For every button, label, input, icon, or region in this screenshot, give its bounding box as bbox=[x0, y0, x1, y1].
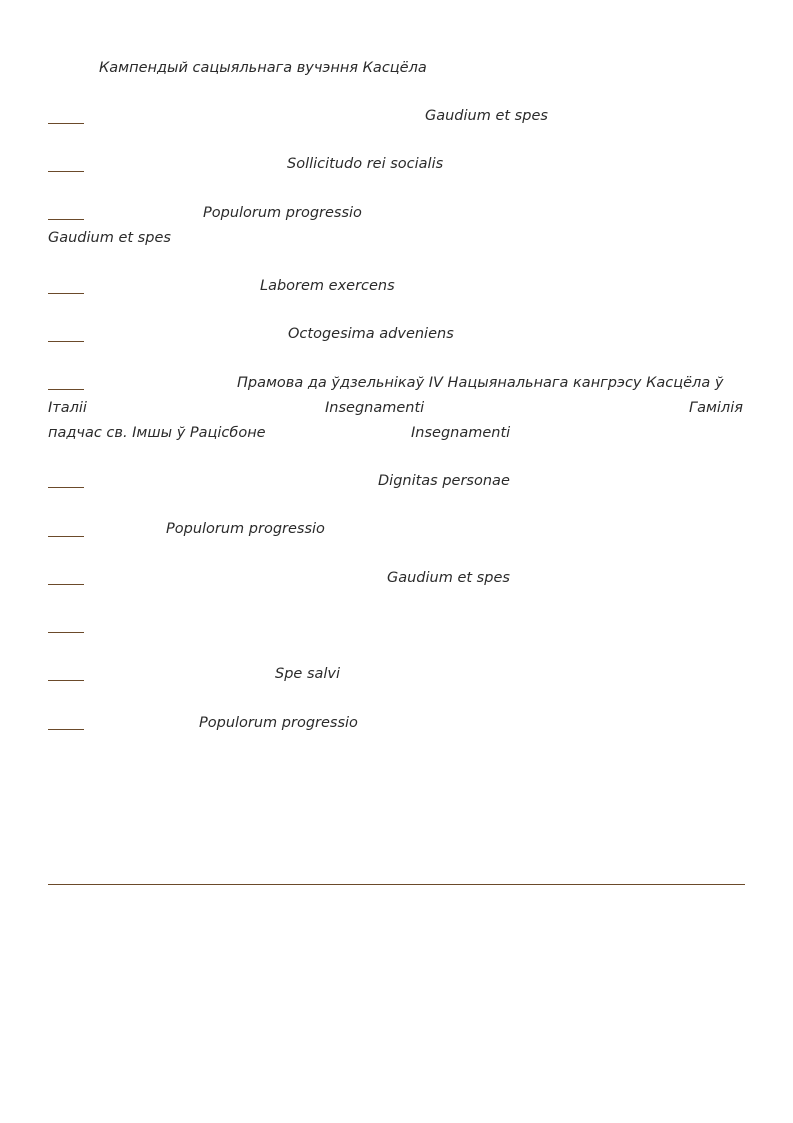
note-text: Gaudium et spes bbox=[387, 570, 510, 586]
note-text: Gaudium et spes bbox=[425, 108, 548, 124]
compendium-heading: Кампендый сацыяльнага вучэння Касцёла bbox=[99, 60, 427, 76]
note-text: Sollicitudo rei socialis bbox=[287, 156, 444, 172]
note-marker-rule bbox=[48, 680, 84, 681]
note-marker-rule bbox=[48, 584, 84, 585]
note-marker-rule bbox=[48, 389, 84, 390]
note-marker-rule bbox=[48, 293, 84, 294]
note-marker-rule bbox=[48, 487, 84, 488]
note-line2-text: Італіі bbox=[48, 400, 87, 416]
note-marker-rule bbox=[48, 729, 84, 730]
note-text: Laborem exercens bbox=[260, 278, 395, 294]
note-text: Dignitas personae bbox=[378, 473, 510, 489]
note-text: Прамова да ўдзельнікаў IV Нацыянальнага кангрэсу Касцёла ў bbox=[237, 375, 724, 391]
note-text: Populorum progressio bbox=[166, 521, 325, 537]
note-continuation-text: Gaudium et spes bbox=[48, 230, 171, 246]
note-text: Spe salvi bbox=[275, 666, 341, 682]
footnote-separator bbox=[48, 884, 745, 885]
note-text: Populorum progressio bbox=[203, 205, 362, 221]
note-marker-rule bbox=[48, 341, 84, 342]
note-marker-rule bbox=[48, 536, 84, 537]
note-line2-source: Insegnamenti bbox=[325, 400, 425, 416]
note-marker-rule bbox=[48, 171, 84, 172]
note-text: Octogesima adveniens bbox=[288, 326, 454, 342]
note-text: Populorum progressio bbox=[199, 715, 358, 731]
note-line3-text: падчас св. Імшы ў Рацісбоне bbox=[48, 425, 266, 441]
note-marker-rule bbox=[48, 123, 84, 124]
note-line2-homily: Гамілія bbox=[689, 400, 743, 416]
note-marker-rule bbox=[48, 632, 84, 633]
note-marker-rule bbox=[48, 219, 84, 220]
note-line3-source: Insegnamenti bbox=[411, 425, 511, 441]
